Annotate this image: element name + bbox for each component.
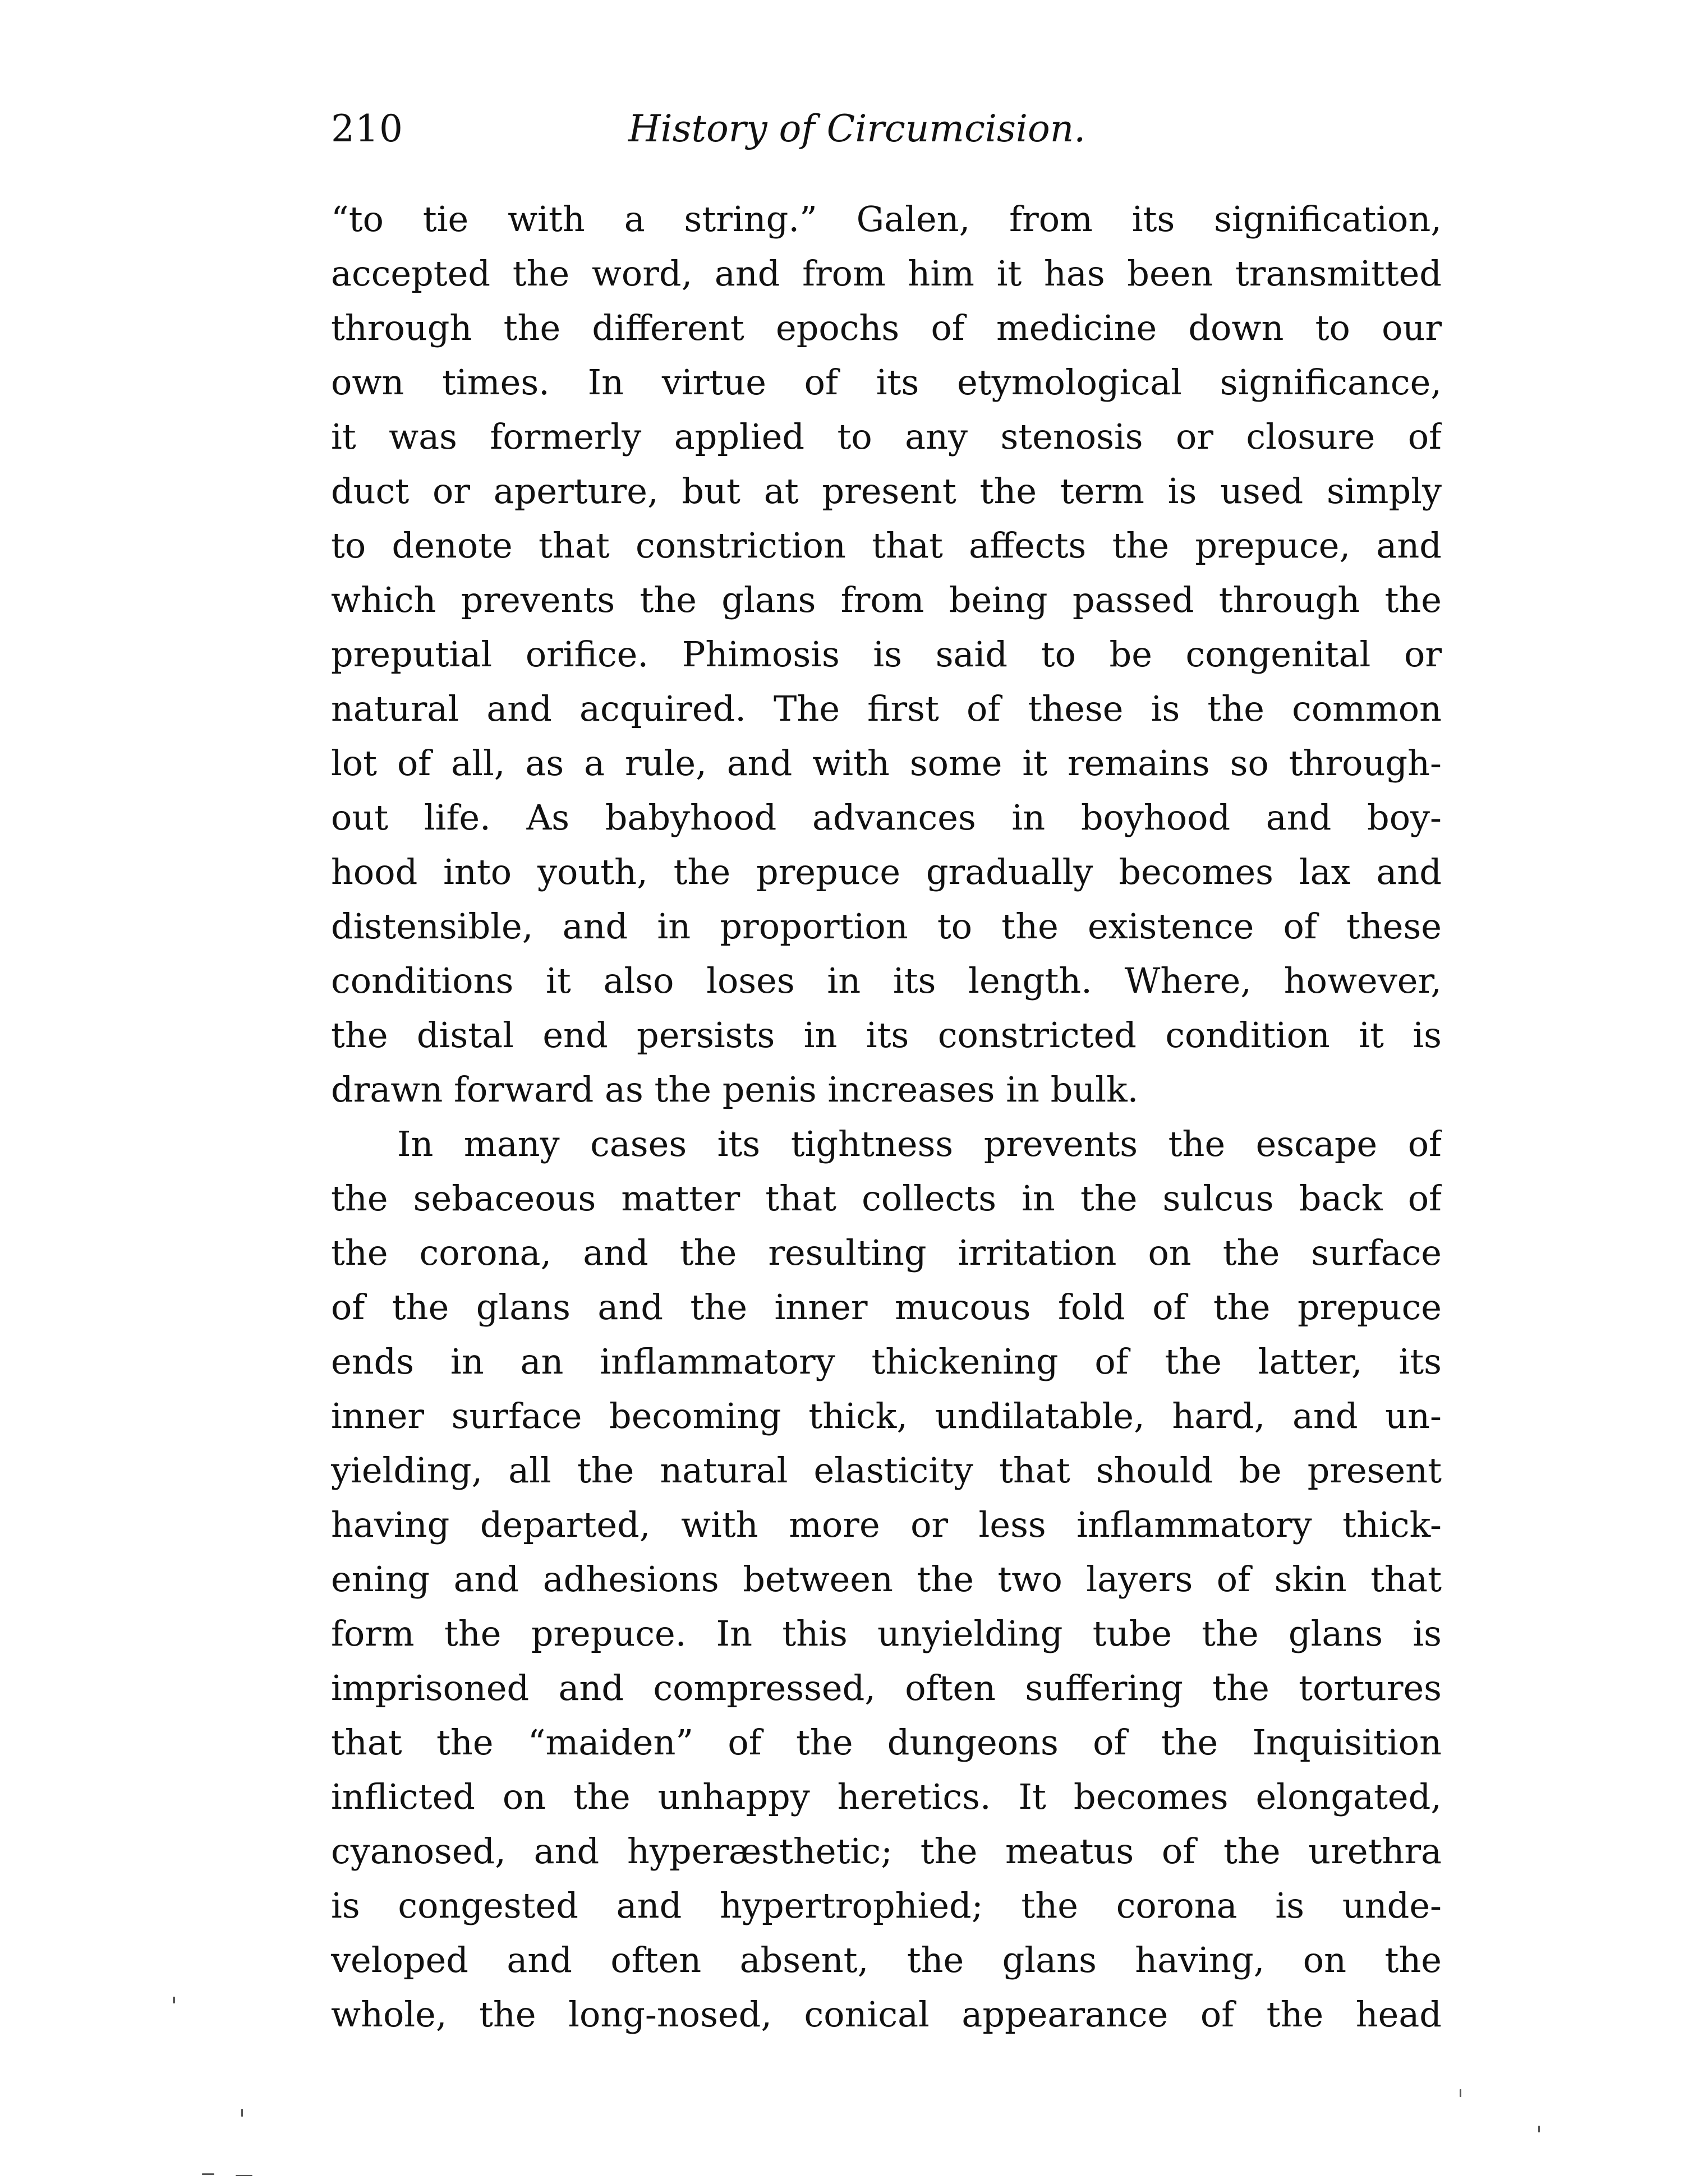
text-line: the corona, and the resulting irritation on the surface bbox=[331, 1232, 1442, 1273]
text-line: of the glans and the inner mucous fold of the prepuce bbox=[331, 1287, 1442, 1328]
text-line: yielding, all the natural elasticity that should be present bbox=[331, 1450, 1442, 1491]
text-line: distensible, and in proportion to the existence of these bbox=[331, 906, 1442, 947]
text-line: it was formerly applied to any stenosis or closure of bbox=[331, 416, 1442, 457]
text-line: form the prepuce. In this unyielding tube the glans is bbox=[331, 1613, 1442, 1654]
text-line: that the “maiden” of the dungeons of the Inquisition bbox=[331, 1722, 1442, 1763]
text-line: inflicted on the unhappy heretics. It becomes elongated, bbox=[331, 1776, 1442, 1817]
text-line: whole, the long-nosed, conical appearance of the head bbox=[331, 1994, 1442, 2035]
paragraph-1 bbox=[331, 192, 1442, 1117]
text-line: the sebaceous matter that collects in the sulcus back of bbox=[331, 1178, 1442, 1219]
text-line: which prevents the glans from being passed through the bbox=[331, 579, 1442, 620]
text-line: inner surface becoming thick, undilatable, hard, and un- bbox=[331, 1395, 1442, 1436]
scan-speck bbox=[241, 2109, 243, 2117]
text-line: preputial orifice. Phimosis is said to be congenital or bbox=[331, 634, 1442, 675]
text-line: ends in an inflammatory thickening of the latter, its bbox=[331, 1341, 1442, 1382]
body-text bbox=[331, 192, 1442, 2042]
text-line: the distal end persists in its constricted condition it is bbox=[331, 1015, 1442, 1056]
text-line: imprisoned and compressed, often suffering the tortures bbox=[331, 1667, 1442, 1708]
text-line: conditions it also loses in its length. Where, however, bbox=[331, 960, 1442, 1001]
scan-speck bbox=[1538, 2126, 1540, 2132]
text-line: In many cases its tightness prevents the escape of bbox=[397, 1123, 1442, 1164]
text-line: accepted the word, and from him it has been transmitted bbox=[331, 253, 1442, 294]
text-line: own times. In virtue of its etymological significance, bbox=[331, 362, 1442, 403]
page-header bbox=[331, 101, 1442, 157]
text-line: “to tie with a string.” Galen, from its signification, bbox=[331, 199, 1442, 239]
scan-speck bbox=[173, 1997, 175, 2003]
text-line: lot of all, as a rule, and with some it remains so through- bbox=[331, 743, 1442, 784]
page-number: 210 bbox=[331, 107, 403, 150]
text-line: cyanosed, and hyperæsthetic; the meatus of the urethra bbox=[331, 1831, 1442, 1872]
text-line: drawn forward as the penis increases in bulk. bbox=[331, 1069, 1139, 1110]
scan-speck bbox=[1460, 2089, 1461, 2097]
paragraph-2 bbox=[331, 1117, 1442, 2042]
text-line: natural and acquired. The first of these is the common bbox=[331, 688, 1442, 729]
scan-speck bbox=[236, 2175, 252, 2176]
text-line: is congested and hypertrophied; the corona is unde- bbox=[331, 1885, 1442, 1926]
text-line: ening and adhesions between the two layers of skin that bbox=[331, 1559, 1442, 1600]
scan-speck bbox=[202, 2173, 214, 2175]
text-line: hood into youth, the prepuce gradually becomes lax and bbox=[331, 851, 1442, 892]
text-line: having departed, with more or less inflammatory thick- bbox=[331, 1504, 1442, 1545]
text-line: to denote that constriction that affects the prepuce, and bbox=[331, 525, 1442, 566]
text-line: veloped and often absent, the glans having, on the bbox=[331, 1939, 1442, 1980]
text-line: through the different epochs of medicine down to our bbox=[331, 307, 1442, 348]
text-line: out life. As babyhood advances in boyhood and boy- bbox=[331, 797, 1442, 838]
running-title: History of Circumcision. bbox=[628, 107, 1086, 150]
text-line: duct or aperture, but at present the term is used simply bbox=[331, 471, 1442, 512]
